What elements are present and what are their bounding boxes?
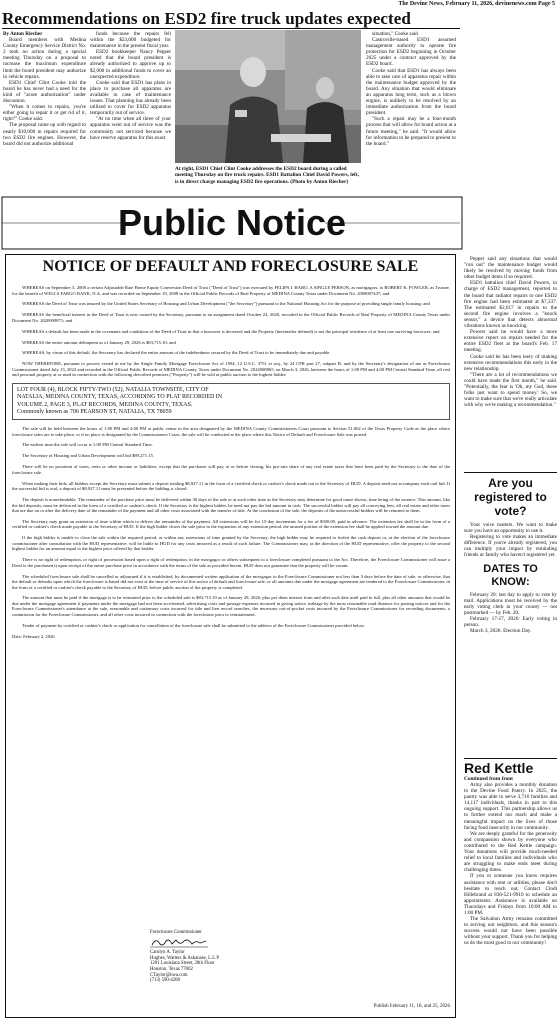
notice-paragraph: The scheduled foreclosure sale shall be cancelled or adjourned if it is established, by documented written application of the mortgagor to the Foreclosure Commissioner not less than 3 days before the date of sale, or otherwise, that the default or defaults upon which the foreclosure is based did not exist at the time of service of this notice of default and foreclosure sale, or all amounts due under the mortgage agreement are tendered to the Foreclosure Commissioner, in the form of a certified or cashier's check payable to the Secretary of HUD, before public auction of the property is completed. xyxy=(12,573,450,590)
notice-paragraph: When making their bids, all bidders except the Secretary must submit a deposit totaling $8,927.11 in the form of a certified check or cashier's check made out to the Secretary of HUD. A deposit need not accompany each oral bid. If the successful bid is oral, a deposit of $8,927.11 must be presented before the bidding is closed. xyxy=(12,480,450,492)
public-notice-title: Public Notice xyxy=(117,202,347,243)
article-paragraph: Powers said he would have a more extensive report on repairs needed for the entire ESD2 fleet at the board's Feb. 17 meeting. xyxy=(464,329,557,354)
kettle-paragraph: The Salvation Army remains committed to serving our neighbors, and this season's success would not have been possible without your support. Thank you for helping us do the most good in our community! xyxy=(464,916,557,947)
article-column-2 xyxy=(90,31,171,191)
photo-illustration xyxy=(175,30,361,163)
notice-paragraph: WHEREAS on September 3, 2008 a certain Adjustable Rate Home Equity Conversion Deed of Trust ("Deed of Trust") was executed by FELIPA I. HARO, A SINGLE PERSON, as mortgagors, to ROBERT K. FOWLER, as Trustee, for the benefit of WELLS FARGO BANK, N.A. and was recorded on September 19, 2008 in the Official Public Records of Real Property of MEDINA County Texas under Document No. 2008007437; and xyxy=(12,285,450,296)
article-paragraph: Cooke said he has been leery of making extensive recommendations this early in the new relationship. xyxy=(464,353,557,372)
sig-address-1: 1201 Louisiana Street, 28th Floor xyxy=(150,961,215,967)
article-headline: Recommendations on ESD2 fire truck updates expected xyxy=(2,9,411,28)
article-paragraph: "At no time when all three of your apparatus went out of service was the community not serviced because we have reserve apparatus for this exact xyxy=(90,116,171,141)
notice-paragraph: Tender of payment by certified or cashier's check or application for cancellation of the foreclosure sale shall be submitted to the address of the Foreclosure Commissioner provided below. xyxy=(22,622,365,628)
sig-phone: (713) 590-4200 xyxy=(150,978,180,984)
kettle-paragraph: Army also provides a monthly donation to the Devine Food Pantry. In 2025, the pantry was able to serve 3,716 families and 14,117 individuals, thanks in part to this ongoing support. This partnership allows us to further extend our reach and make a meaningful impact on the lives of those facing food insecurity in our community. xyxy=(464,782,557,831)
article-paragraph: Board members with Medina County Emergency Service District No. 2 took no action during a special meeting Thursday on a proposal to increase the maximum expenditure limit the board president may authorize in vehicle repairs. xyxy=(3,37,86,80)
article-paragraph: "Such a repair may be a four-month process that will allow for board action at a future meeting," he said. "It would allow for information to be prepared to present to the board." xyxy=(366,116,456,147)
article-photo xyxy=(175,30,361,163)
legal-line: Commonly known as 706 PEARSON ST, NATALIA, TX 78059 xyxy=(17,408,172,415)
notice-title: NOTICE OF DEFAULT AND FORECLOSURE SALE xyxy=(42,258,419,275)
sig-firm: Hughes, Watters & Askanase, L.L.P xyxy=(150,955,220,961)
legal-line: LOT FOUR (4), BLOCK FIFTY-TWO (52), NATALIA TOWNSITE, CITY OF xyxy=(17,387,209,394)
sig-address-2: Houston, Texas 77002 xyxy=(150,966,193,972)
kettle-rule xyxy=(464,758,557,759)
dates-paragraph: February 20: last day to apply to vote by mail. Applications must be received by the early voting clerk in your county — not postmarked — by Feb. 20. xyxy=(464,591,557,616)
article-paragraph: "There are a lot of recommendations we could have made the first month," he said. "Potentially, the fear is 'Oh, my God, these folks just want to spend money.' So, we want to make sure that we're really articulate with why we're making a recommendation." xyxy=(464,371,557,409)
sidebar-rule xyxy=(464,472,557,473)
dates-body xyxy=(464,592,557,635)
article-paragraph: ESD1 battalion chief David Powers, in charge of ESD2 management, reported to the board that radiator repairs to one ESD2 fire engine had been estimated at $7,337. The estimated $2,617 in repairs to the second fire engine involves a "knock sensor," a device that detects abnormal vibrations known as knocking. xyxy=(464,280,557,330)
voter-body xyxy=(464,522,557,559)
article-paragraph: Cooke said that ESD1 has plans in place to purchase all apparatus are available in case of maintenance issues. That planning has already been utilized to cover for ESD2 apparatus temporarily out of service. xyxy=(90,79,171,117)
notice-paragraph: The amount that must be paid if the mortgage is to be reinstated prior to the scheduled sale is $83,715.10 as of January 29, 2026, plus per diem interest from and after such date until paid in full, plus all other amounts that would be due under the mortgage agreement if payments under the mortgage had not been accelerated, advertising costs and postage expenses incurred in giving notice, mileage by the most reasonable road distance for posting notices and for the Foreclosure Commissioner's attendance at the sale, reasonable and customary costs incurred for title and lien record searches, the necessary out-of-pocket costs incurred by the Foreclosure Commissioner for recording documents, a commission for the Foreclosure Commissioner, and all other costs incurred in connection with the foreclosure prior to reinstatement. xyxy=(12,595,450,617)
red-kettle-sidebar xyxy=(464,760,557,1020)
headline-rule xyxy=(2,28,460,29)
signature-block xyxy=(150,930,270,984)
notice-paragraph: NOW THEREFORE, pursuant to powers vested in me by the Single Family Mortgage Foreclosure Act of 1994, 12 U.S.C. 3751 et seq., by 24 CFR part 27, subpart B, and by the Secretary's designation of me as Foreclosure Commissioner dated July 13, 2022 and recorded in the Official Public Records of MEDINA County, Texas under Document No. 2024008865, on March 3, 2026, between the hours of 1:00 PM and 4:00 PM Central Standard Time, all real and personal property at or used in connection with the following described premises ("Property") will be sold at public auction to the highest bidder: xyxy=(12,361,450,378)
article-paragraph: funds because the repairs fell within the $23,000 budgeted for maintenance in the present fiscal year. xyxy=(90,31,171,50)
notice-paragraph: The earliest time the sale will occur is 1:00 PM Central Standard Time. xyxy=(22,442,153,448)
article-column-3-bottom xyxy=(464,256,557,471)
legal-line: NATALIA, MEDINA COUNTY, TEXAS, ACCORDING TO PLAT RECORDED IN xyxy=(17,394,223,401)
photo-caption: At right, ESD1 Chief Clint Cooke addresses the ESD2 board during a called meeting Thursday on fire truck repairs. ESD1 Battalion Chief David Powers, left, is in direct charge managing ESD2 fire operations. (Photo by Anton Riecher) xyxy=(175,166,359,185)
voter-title: Are you registered to vote? xyxy=(474,476,547,518)
byline: By Anton Riecher xyxy=(3,31,43,37)
publish-dates: Publish February 11, 18, and 25, 2026 xyxy=(373,1004,450,1009)
sig-email: CTaylor@hwa.com xyxy=(150,972,188,978)
notice-paragraph: The deposit is nonrefundable. The remainder of the purchase price must be delivered within 30 days of the sale or at such other time as the Secretary may determine for good cause shown, time being of the essence. This amount, like the bid deposits, must be delivered in the form of a certified or cashier's check. If the Secretary is the highest bidder, he need not pay the bid amount in cash. The successful bidder will pay all conveying fees, all real estate and other taxes that are due on or after the delivery date of the remainder of the payment and all other costs associated with the transfer of title. At the conclusion of the sale, the deposits of the unsuccessful bidders will be returned to them. xyxy=(12,497,450,513)
kettle-subtitle: Continued from front xyxy=(464,776,513,782)
notice-paragraph: The Secretary may grant an extension of time within which to deliver the remainder of the payment. All extensions will be for 15-day increments for a fee of $500.00, paid in advance. The extension fee shall be in the form of a certified or cashier's check made payable to the Secretary of HUD. If the high bidder closes the sale prior to the expiration of any extension period, the unused portion of the extension fee shall be applied toward the amount due. xyxy=(12,518,450,530)
sig-role: Foreclosure Commissioner xyxy=(150,930,202,935)
kettle-paragraph: We are deeply grateful for the generosity and compassion shown by everyone who contributed to the Red Kettle campaign. Your donations will provide much-needed relief to local families and individuals who are struggling to make ends meet during challenging times. xyxy=(464,830,557,874)
article-paragraph: ESD2 bookkeeper Nancy Pepper noted that the board president is already authorized to approve up to $2,000 in additional funds to cover an unexpected expenditure. xyxy=(90,49,171,80)
notice-paragraph: WHEREAS the entire amount delinquent as of January 29, 2026 is $83,715.10; and xyxy=(22,339,176,345)
article-paragraph: Pepper said any situations that would "run out" the maintenance budget would likely be resolved by moving funds from other budget items if so required. xyxy=(464,256,557,281)
article-paragraph: Cooke said that ESD1 has always been able to take care of apparatus repair within the maintenance budget approved by the board. Any situation that would eliminate an apparatus long term, such as a blown engine, is unlikely to be resolved by an immediate authorization from the board president. xyxy=(366,67,456,117)
page-header-line: The Devine News, February 11, 2026, devinenews.com Page 5 xyxy=(398,1,555,7)
article-column-1 xyxy=(3,31,86,191)
voter-paragraph: Registering to vote makes an immediate difference. If you're already registered, you can multiply your impact by reminding friends or family who haven't registered yet. xyxy=(464,534,557,559)
kettle-title: Red Kettle xyxy=(464,760,534,776)
kettle-paragraph: If you or someone you know requires assistance with rent or utilities, please don't hesitate to reach out. Contact Cindi Hillebrand at 830-521-9910 to schedule an appointment. Assistance is available on Thursdays and Fridays from 10:00 AM to 1:00 PM. xyxy=(464,873,557,916)
dates-paragraph: March 3, 2026: Election Day. xyxy=(470,628,532,635)
legal-description xyxy=(12,383,450,420)
voter-paragraph: Your voice matters. We want to make sure you have an opportunity to use it. xyxy=(464,522,557,535)
notice-paragraph: There is no right of redemption, or right of possession based upon a right of redemption, in the mortgagor or others subsequent to a foreclosure completed pursuant to the Act. Therefore, the Foreclosure Commissioner will issue a Deed to the purchaser(s) upon receipt of the entire purchase price in accordance with the terms of the sale as provided herein. HUD does not guarantee that the property will be vacant. xyxy=(12,557,450,568)
sig-name: Carolyn A. Taylor xyxy=(150,950,185,956)
notice-paragraph: There will be no proration of taxes, rents or other income or liabilities, except that the purchaser will pay, at or before closing, his pro-rata share of any real estate taxes that have been paid by the Secretary to the date of the foreclosure sale. xyxy=(12,464,450,475)
article-paragraph: situation," Cooke said. xyxy=(372,31,420,37)
legal-line: VOLUME 2, PAGE 3, PLAT RECORDS, MEDINA COUNTY, TEXAS. xyxy=(17,401,193,408)
notice-body xyxy=(12,285,450,1007)
notice-paragraph: The sale will be held between the hours of 1:00 PM and 4:00 PM at public venue in the area designated by the MEDINA County Commissioners Court pursuant to Section 51.002 of the Texas Property Code as the place where foreclosure sales are to take place, or if no place is designated by the Commissioners Court, the sale will be conducted at the place where this Notice of Default and Foreclosure Sale was posted. xyxy=(12,426,450,437)
notice-date: Date: February 2, 2026 xyxy=(12,633,55,639)
dates-paragraph: February 17-27, 2026: Early voting in person. xyxy=(464,615,557,629)
article-column-3-top xyxy=(366,31,456,195)
article-paragraph: "When it comes to repairs, you're either going to repair it or get rid of it, right?" Cooke said. xyxy=(3,104,86,123)
article-paragraph: The proposal came up with regard to nearly $10,000 in repairs required for two ESD2 fire engines. However, the board did not authorize additional xyxy=(3,122,86,147)
voter-sidebar xyxy=(464,476,557,634)
kettle-body xyxy=(464,782,557,947)
handwritten-signature xyxy=(150,936,210,948)
notice-paragraph: WHEREAS a default has been made in the covenants and conditions of the Deed of Trust in that a borrower is deceased and the Property (hereinafter defined) is not the principal residence of at least one surviving borrower; and xyxy=(22,328,440,334)
dates-title: DATES TO KNOW: xyxy=(483,562,538,588)
article-paragraph: ESD1 Chief Clint Cooke told the board he has never had a need for the kind of "acute authorization" under discussion. xyxy=(3,79,86,105)
notice-paragraph: WHEREAS the beneficial interest in the Deed of Trust is now owned by the Secretary, pursuant to an assignment dated October 22, 2020, recorded in the Official Public Records of Real Property of MEDINA County Texas under Document No. 2020009871; and xyxy=(12,312,450,323)
notice-paragraph: WHEREAS the Deed of Trust was insured by the United States Secretary of Housing and Urban Development ("the Secretary") pursuant to the National Housing Act for the purpose of providing single family housing; and xyxy=(22,301,430,307)
notice-paragraph: WHEREAS, by virtue of this default, the Secretary has declared the entire amount of the indebtedness secured by the Deed of Trust to be immediately due and payable. xyxy=(22,350,331,356)
notice-paragraph: If the high bidder is unable to close the sale within the required period, or within any extensions of time granted by the Secretary, the high bidder may be required to forfeit the cash deposit or, at the election of the foreclosure commissioner after consultation with the HUD representative, will be liable to HUD for any costs incurred as a result of such failure. The Commissioner may, at the direction of the HUD representative, offer the property to the second highest bidder for an amount equal to the highest price offered by that bidder. xyxy=(12,535,450,552)
notice-paragraph: The Secretary of Housing and Urban Development will bid $89,271.15. xyxy=(22,453,154,459)
article-paragraph: Castroville-based ESD1 assumed management authority to operate fire protection for ESD2 beginning in October 2025 under a contract approved by the ESD2 board. xyxy=(366,37,456,68)
